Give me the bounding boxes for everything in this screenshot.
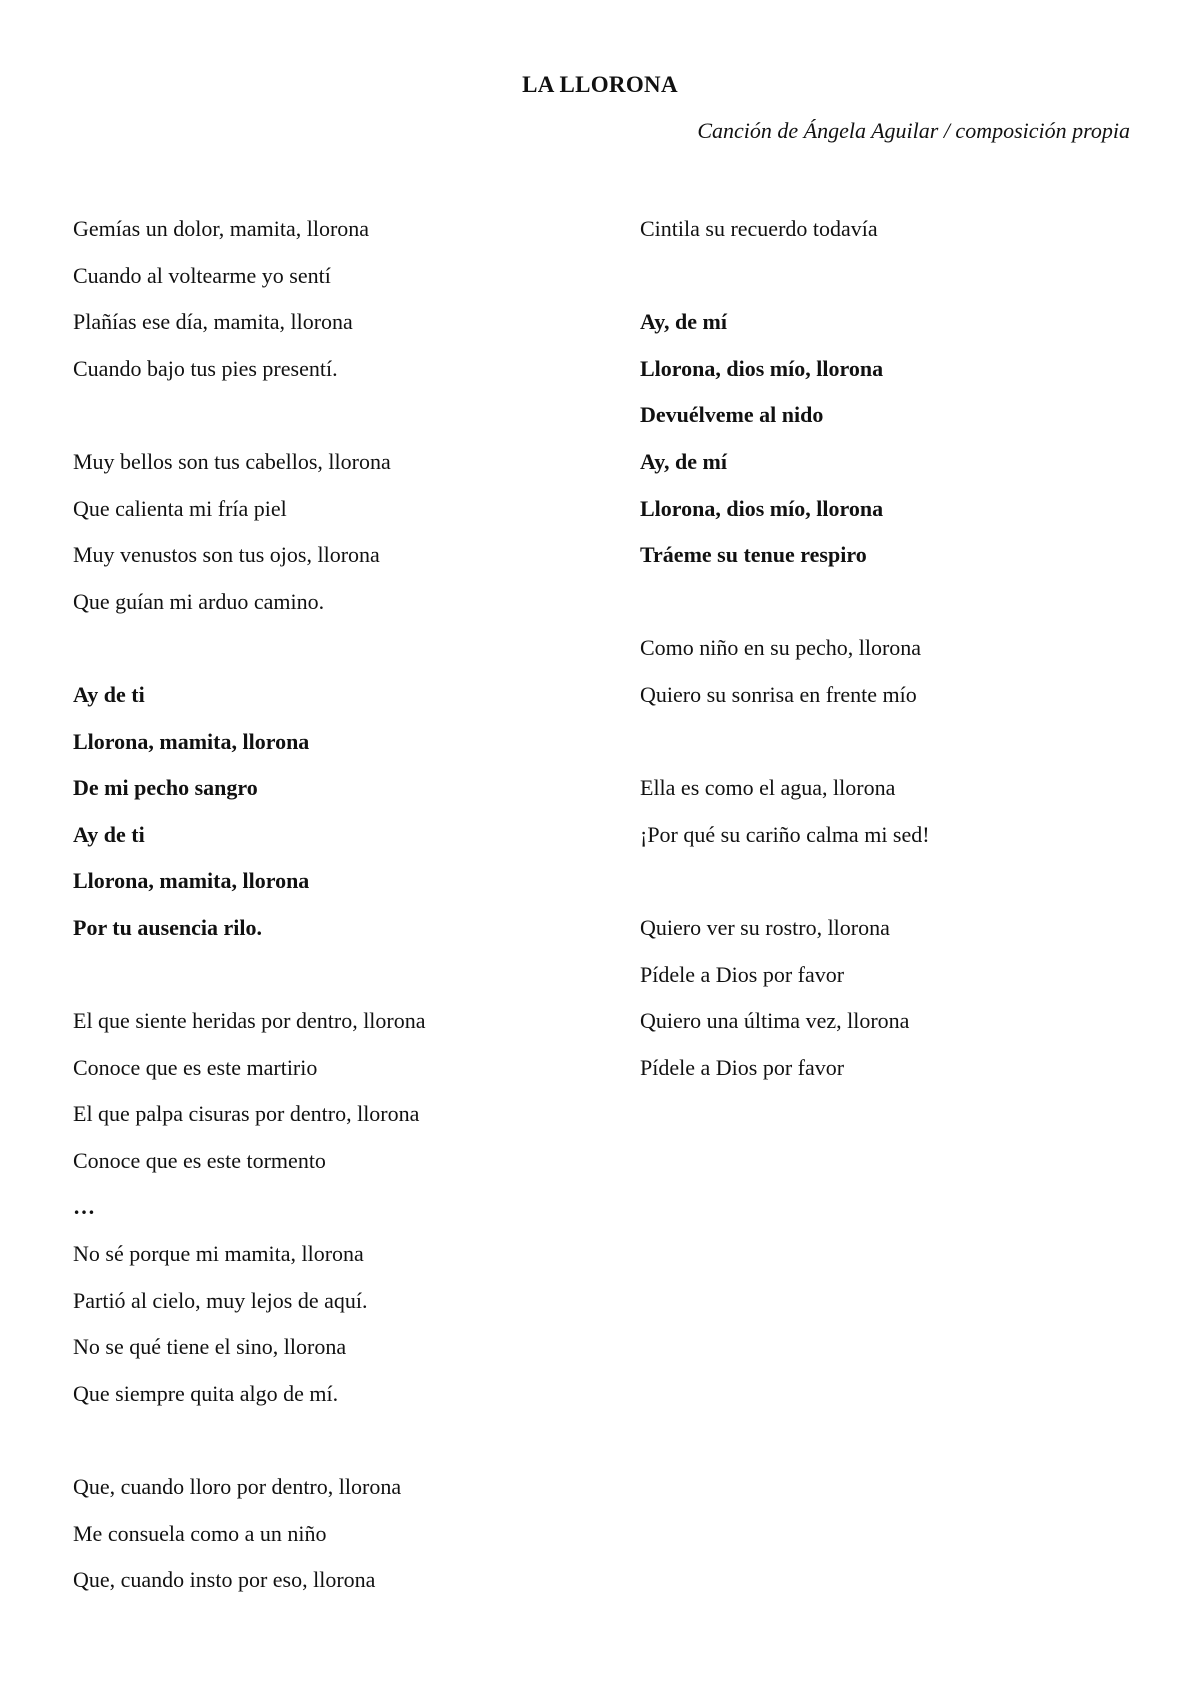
lyric-line: Muy venustos son tus ojos, llorona <box>73 542 380 568</box>
lyric-line: Que calienta mi fría piel <box>73 495 287 521</box>
chorus-line: Ay, de mí <box>640 309 727 335</box>
lyric-line: Ella es como el agua, llorona <box>640 775 896 801</box>
lyric-line: Partió al cielo, muy lejos de aquí. <box>73 1287 368 1313</box>
lyric-line: Como niño en su pecho, llorona <box>640 635 922 661</box>
lyrics-left-column <box>73 206 573 1604</box>
lyric-line: Que siempre quita algo de mí. <box>73 1380 339 1406</box>
chorus-line: Llorona, mamita, llorona <box>73 728 310 754</box>
stanza-break <box>640 253 1140 300</box>
stanza-break <box>640 579 1140 626</box>
lyric-line: ¡Por qué su cariño calma mi sed! <box>640 821 930 847</box>
lyric-line: Plañías ese día, mamita, llorona <box>73 309 353 335</box>
lyric-line: El que siente heridas por dentro, llorona <box>73 1008 426 1034</box>
stanza-break <box>73 952 573 999</box>
lyric-line: Cuando al voltearme yo sentí <box>73 262 331 288</box>
lyric-line: Conoce que es este tormento <box>73 1147 326 1173</box>
lyric-line: Cintila su recuerdo todavía <box>640 216 878 241</box>
lyrics-right-column <box>640 206 1140 1091</box>
chorus-line: Ay de ti <box>73 821 145 847</box>
chorus-line: De mi pecho sangro <box>73 775 258 801</box>
lyric-line: No se qué tiene el sino, llorona <box>73 1334 347 1360</box>
stanza-break <box>73 625 573 672</box>
stanza-break <box>73 392 573 439</box>
chorus-line: Devuélveme al nido <box>640 402 824 428</box>
lyric-line: El que palpa cisuras por dentro, llorona <box>73 1101 420 1127</box>
chorus-line: Por tu ausencia rilo. <box>73 914 263 940</box>
stanza-break <box>73 1417 573 1464</box>
lyric-line: Conoce que es este martirio <box>73 1054 318 1080</box>
lyric-line: Pídele a Dios por favor <box>640 1054 845 1080</box>
lyric-line: Pídele a Dios por favor <box>640 961 845 987</box>
lyric-line: Que, cuando lloro por dentro, llorona <box>73 1474 402 1500</box>
lyric-line: Que guían mi arduo camino. <box>73 588 325 614</box>
lyric-line: Me consuela como a un niño <box>73 1520 327 1546</box>
chorus-line: Ay, de mí <box>640 448 727 474</box>
chorus-line: Llorona, dios mío, llorona <box>640 355 884 381</box>
chorus-line: Ay de ti <box>73 681 145 707</box>
lyric-line: Que, cuando insto por eso, llorona <box>73 1567 376 1593</box>
chorus-line: Llorona, mamita, llorona <box>73 868 310 894</box>
lyric-line: Quiero ver su rostro, llorona <box>640 914 890 940</box>
chorus-line: Tráeme su tenue respiro <box>640 542 867 568</box>
stanza-break <box>640 719 1140 766</box>
lyric-line: Quiero una última vez, llorona <box>640 1008 910 1034</box>
stanza-break <box>640 858 1140 905</box>
lyric-line: Muy bellos son tus cabellos, llorona <box>73 448 391 474</box>
song-subtitle: Canción de Ángela Aguilar / composición propia <box>697 118 1130 143</box>
song-title: LA LLORONA <box>522 72 678 97</box>
lyric-line: Quiero su sonrisa en frente mío <box>640 681 917 707</box>
lyric-line: Gemías un dolor, mamita, llorona <box>73 216 370 241</box>
lyric-line: Cuando bajo tus pies presentí. <box>73 355 338 381</box>
chorus-line: Llorona, dios mío, llorona <box>640 495 884 521</box>
lyric-line: No sé porque mi mamita, llorona <box>73 1241 364 1267</box>
chorus-line: … <box>73 1194 95 1220</box>
